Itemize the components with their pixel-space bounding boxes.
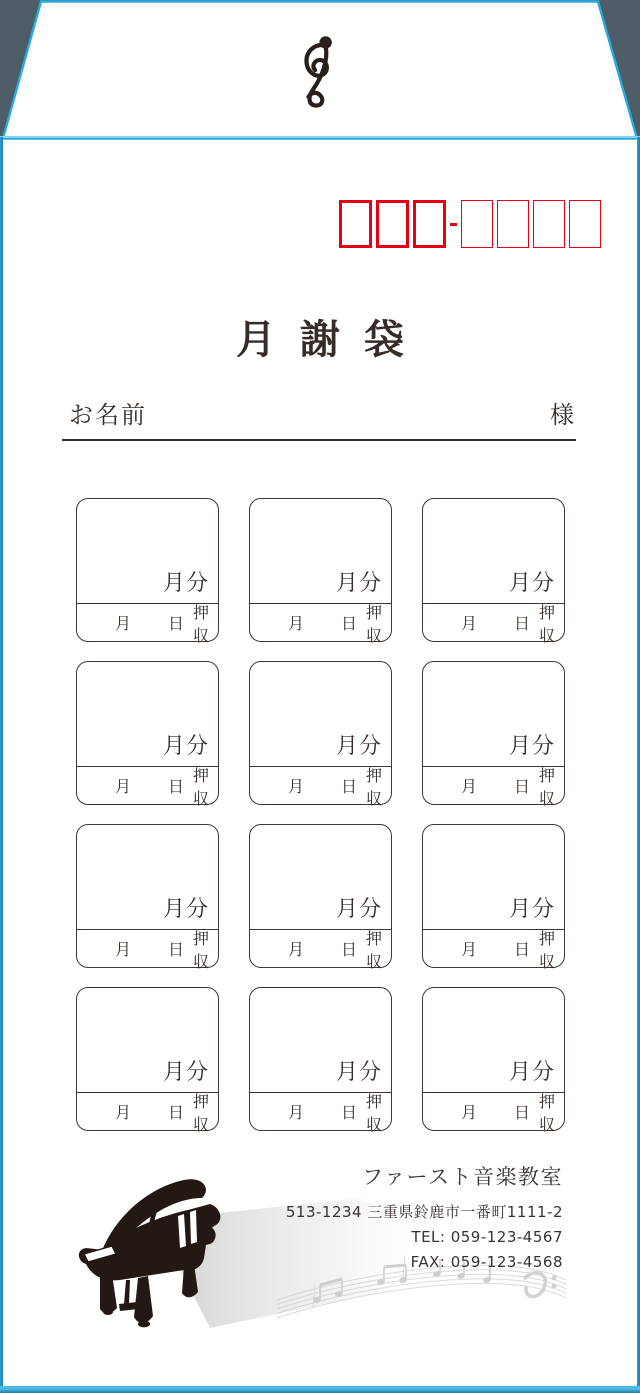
fee-cell — [422, 498, 565, 645]
receipt-stamp-label: 押収 — [193, 602, 211, 645]
school-tel: TEL: 059-123-4567 — [411, 1228, 563, 1246]
envelope-left-edge — [0, 137, 3, 1393]
name-label: お名前 — [69, 401, 147, 429]
receipt-day-label: 日 — [168, 777, 185, 796]
school-fax: FAX: 059-123-4568 — [410, 1253, 563, 1271]
receipt-day-label: 日 — [341, 940, 358, 959]
month-amount-area — [77, 499, 218, 603]
fee-cell — [422, 661, 565, 808]
postal-code-box — [376, 200, 409, 248]
footer — [286, 1161, 563, 1275]
postal-code-box — [569, 200, 601, 248]
postal-code-box — [497, 200, 529, 248]
postal-code-box — [461, 200, 493, 248]
fee-grid — [76, 498, 565, 1134]
receipt-row — [423, 765, 564, 808]
month-suffix-label: 月分 — [335, 734, 382, 759]
receipt-month-label: 月 — [115, 777, 132, 796]
receipt-stamp-label: 押収 — [366, 765, 384, 808]
month-amount-area — [423, 988, 564, 1092]
receipt-stamp-label: 押収 — [539, 1091, 557, 1134]
receipt-stamp-label: 押収 — [193, 1091, 211, 1134]
receipt-month-label: 月 — [288, 777, 305, 796]
fee-cell — [76, 987, 219, 1134]
receipt-day-label: 日 — [341, 1103, 358, 1122]
receipt-stamp-label: 押収 — [539, 928, 557, 971]
fee-cell — [249, 661, 392, 808]
month-suffix-label: 月分 — [162, 1060, 209, 1085]
fee-cell — [249, 987, 392, 1134]
receipt-row — [77, 928, 218, 971]
fee-cell — [76, 661, 219, 808]
receipt-stamp-label: 押収 — [539, 765, 557, 808]
receipt-day-label: 日 — [514, 1103, 531, 1122]
receipt-stamp-label: 押収 — [193, 928, 211, 971]
honorific-label: 様 — [550, 401, 574, 429]
month-amount-area — [250, 825, 391, 929]
month-amount-area — [77, 662, 218, 766]
month-amount-area — [250, 662, 391, 766]
fee-cell — [249, 498, 392, 645]
month-amount-area — [423, 662, 564, 766]
page-title: 月謝袋 — [236, 317, 428, 363]
treble-clef-icon — [297, 33, 339, 113]
envelope-bottom-edge — [0, 1386, 640, 1393]
flap-fold-line — [0, 136, 640, 138]
receipt-row — [77, 602, 218, 645]
month-suffix-label: 月分 — [162, 734, 209, 759]
postal-code-box — [413, 200, 446, 248]
receipt-month-label: 月 — [115, 940, 132, 959]
month-amount-area — [77, 825, 218, 929]
receipt-month-label: 月 — [288, 614, 305, 633]
postal-code-dash — [450, 223, 457, 226]
receipt-month-label: 月 — [115, 614, 132, 633]
fee-cell — [422, 824, 565, 971]
month-amount-area — [423, 825, 564, 929]
month-amount-area — [423, 499, 564, 603]
receipt-row — [250, 602, 391, 645]
fee-cell — [76, 498, 219, 645]
receipt-month-label: 月 — [461, 940, 478, 959]
month-amount-area — [250, 499, 391, 603]
receipt-row — [423, 928, 564, 971]
month-suffix-label: 月分 — [162, 897, 209, 922]
receipt-month-label: 月 — [461, 614, 478, 633]
receipt-month-label: 月 — [288, 1103, 305, 1122]
school-name: ファースト音楽教室 — [361, 1165, 563, 1189]
receipt-day-label: 日 — [514, 777, 531, 796]
receipt-day-label: 日 — [341, 777, 358, 796]
month-suffix-label: 月分 — [508, 1060, 555, 1085]
month-suffix-label: 月分 — [162, 571, 209, 596]
receipt-stamp-label: 押収 — [539, 602, 557, 645]
receipt-row — [423, 602, 564, 645]
receipt-row — [250, 928, 391, 971]
receipt-month-label: 月 — [461, 1103, 478, 1122]
receipt-month-label: 月 — [461, 777, 478, 796]
receipt-stamp-label: 押収 — [193, 765, 211, 808]
receipt-stamp-label: 押収 — [366, 928, 384, 971]
receipt-day-label: 日 — [514, 614, 531, 633]
month-amount-area — [250, 988, 391, 1092]
receipt-row — [250, 765, 391, 808]
receipt-day-label: 日 — [514, 940, 531, 959]
school-address: 513-1234 三重県鈴鹿市一番町1111-2 — [285, 1203, 563, 1221]
month-amount-area — [77, 988, 218, 1092]
receipt-month-label: 月 — [288, 940, 305, 959]
postal-code-box — [339, 200, 372, 248]
fee-cell — [76, 824, 219, 971]
receipt-day-label: 日 — [168, 1103, 185, 1122]
receipt-row — [77, 1091, 218, 1134]
receipt-row — [423, 1091, 564, 1134]
month-suffix-label: 月分 — [508, 734, 555, 759]
receipt-stamp-label: 押収 — [366, 602, 384, 645]
month-suffix-label: 月分 — [335, 1060, 382, 1085]
month-suffix-label: 月分 — [508, 571, 555, 596]
receipt-month-label: 月 — [115, 1103, 132, 1122]
postal-code-boxes — [339, 200, 601, 248]
receipt-row — [77, 765, 218, 808]
fee-cell — [422, 987, 565, 1134]
receipt-row — [250, 1091, 391, 1134]
receipt-day-label: 日 — [168, 614, 185, 633]
fee-cell — [249, 824, 392, 971]
receipt-day-label: 日 — [341, 614, 358, 633]
receipt-day-label: 日 — [168, 940, 185, 959]
postal-code-box — [533, 200, 565, 248]
month-suffix-label: 月分 — [335, 571, 382, 596]
month-suffix-label: 月分 — [335, 897, 382, 922]
name-line — [62, 394, 576, 441]
month-suffix-label: 月分 — [508, 897, 555, 922]
receipt-stamp-label: 押収 — [366, 1091, 384, 1134]
